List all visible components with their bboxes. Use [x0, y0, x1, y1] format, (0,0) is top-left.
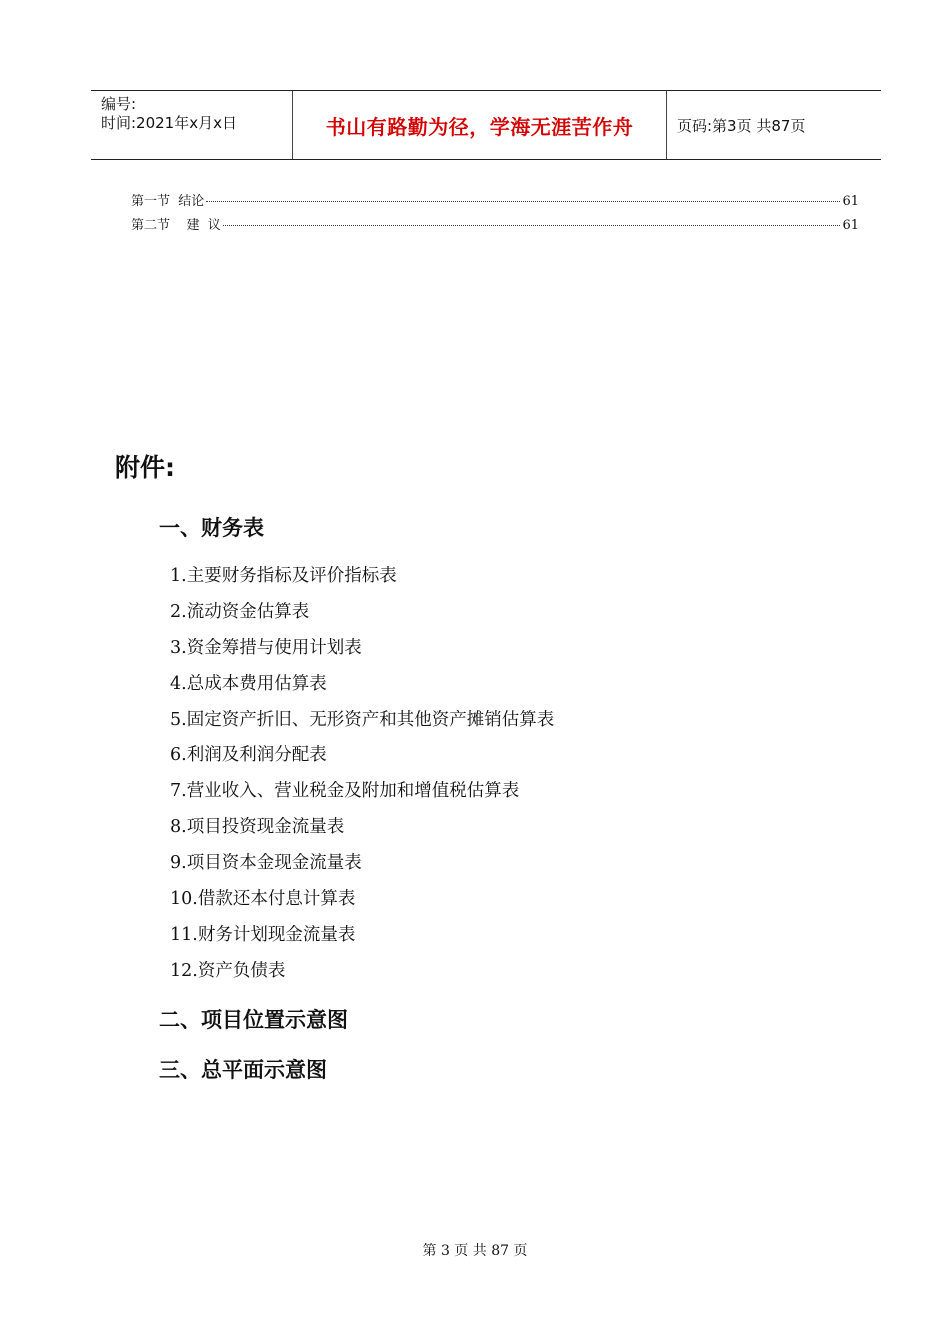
section-heading-location-map: 二、项目位置示意图 [159, 1008, 348, 1032]
list-item: 11.财务计划现金流量表 [170, 924, 356, 945]
toc-leader-dots [206, 201, 840, 202]
header-meta-cell [91, 91, 293, 159]
toc-entry-page: 61 [842, 218, 859, 233]
list-item: 2.流动资金估算表 [170, 601, 310, 622]
toc-entry-label: 第二节 建 议 [131, 218, 221, 233]
list-item: 6.利润及利润分配表 [170, 745, 327, 766]
header-motto-cell [293, 91, 667, 159]
page-footer [0, 1240, 950, 1260]
financial-table-list [170, 562, 554, 993]
list-item: 7.营业收入、营业税金及附加和增值税估算表 [170, 781, 520, 802]
appendix-title: 附件: [115, 453, 175, 482]
toc-entry-page: 61 [842, 194, 859, 209]
section-heading-financial-tables: 一、财务表 [159, 516, 264, 540]
table-of-contents [131, 190, 859, 238]
list-item: 5.固定资产折旧、无形资产和其他资产摊销估算表 [170, 709, 555, 730]
header-motto: 书山有路勤为径，学海无涯苦作舟 [325, 114, 634, 139]
document-code-label: 编号: [101, 95, 137, 113]
footer-page-number: 第 3 页 共 87 页 [422, 1243, 528, 1259]
header-page-label: 页码:第3页 共87页 [677, 116, 806, 135]
section-heading-site-plan: 三、总平面示意图 [159, 1058, 327, 1082]
list-item: 8.项目投资现金流量表 [170, 817, 345, 838]
list-item: 9.项目资本金现金流量表 [170, 853, 362, 874]
toc-entry[interactable] [131, 190, 859, 214]
header-page-cell [667, 91, 881, 159]
list-item: 1.主要财务指标及评价指标表 [170, 566, 397, 586]
list-item: 12.资产负债表 [170, 960, 286, 981]
page-header [91, 90, 881, 160]
document-time-label: 时间:2021年x月x日 [101, 114, 237, 132]
toc-entry-label: 第一节 结论 [131, 194, 205, 209]
toc-entry[interactable] [131, 214, 859, 238]
toc-leader-dots [223, 225, 841, 226]
list-item: 4.总成本费用估算表 [170, 673, 327, 694]
list-item: 3.资金筹措与使用计划表 [170, 637, 362, 658]
list-item: 10.借款还本付息计算表 [170, 889, 356, 910]
